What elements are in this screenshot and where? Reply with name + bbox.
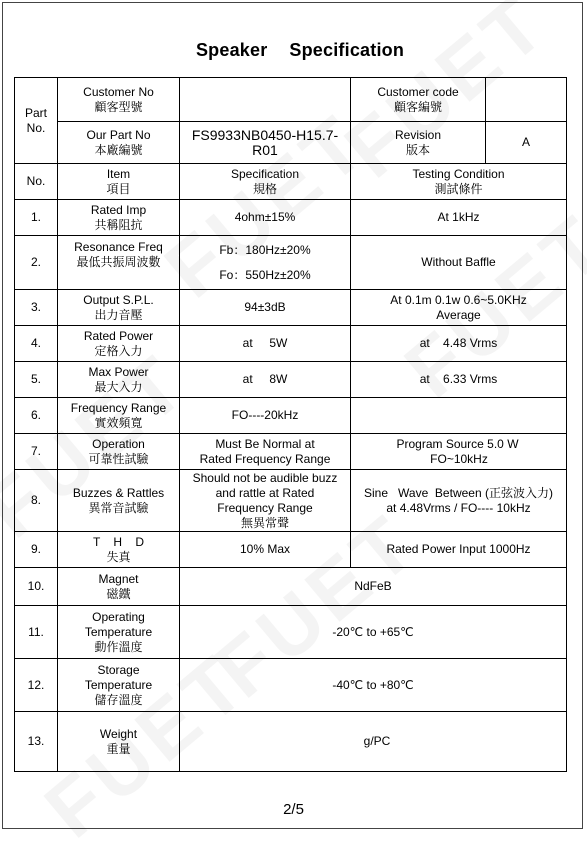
- row-condition: [351, 398, 567, 434]
- row-condition: at 6.33 Vrms: [351, 362, 567, 398]
- title-left: Speaker: [195, 40, 268, 60]
- row-value: -40℃ to +80℃: [180, 659, 567, 712]
- row-condition: Program Source 5.0 W FO~10kHz: [351, 434, 567, 470]
- col-spec: Specification 規格: [180, 164, 351, 200]
- row-spec: FO----20kHz: [180, 398, 351, 434]
- part-no-label: Part No.: [15, 78, 58, 164]
- row-item: Buzzes & Rattles 異常音試驗: [58, 470, 180, 532]
- row-no: 9.: [15, 532, 58, 568]
- row-no: 5.: [15, 362, 58, 398]
- row-item: Magnet 磁鐵: [58, 568, 180, 606]
- row-spec: Must Be Normal at Rated Frequency Range: [180, 434, 351, 470]
- row-spec: at 8W: [180, 362, 351, 398]
- col-no: No.: [15, 164, 58, 200]
- row-value: g/PC: [180, 712, 567, 772]
- table-row: [15, 712, 567, 772]
- row-item: Rated Imp 共稱阻抗: [58, 200, 180, 236]
- table-row: [15, 200, 567, 236]
- row-spec: Fb：180Hz±20% Fo：550Hz±20%: [180, 236, 351, 290]
- row-condition: Rated Power Input 1000Hz: [351, 532, 567, 568]
- row-value: -20℃ to +65℃: [180, 606, 567, 659]
- row-spec: 4ohm±15%: [180, 200, 351, 236]
- table-row: [15, 532, 567, 568]
- table-row: [15, 568, 567, 606]
- table-row: [15, 659, 567, 712]
- row-spec: at 5W: [180, 326, 351, 362]
- row-no: 11.: [15, 606, 58, 659]
- row-no: 8.: [15, 470, 58, 532]
- revision-label: Revision 版本: [351, 122, 486, 164]
- title-right: Specification: [289, 40, 405, 60]
- row-no: 1.: [15, 200, 58, 236]
- row-item: Operation 可靠性試驗: [58, 434, 180, 470]
- row-condition: Without Baffle: [351, 236, 567, 290]
- row-condition: At 0.1m 0.1w 0.6~5.0KHz Average: [351, 290, 567, 326]
- row-item: Storage Temperature 儲存溫度: [58, 659, 180, 712]
- revision-value: A: [486, 122, 567, 164]
- row-item: Frequency Range 實效頻寬: [58, 398, 180, 434]
- row-no: 3.: [15, 290, 58, 326]
- our-part-no-label: Our Part No 本廠編號: [58, 122, 180, 164]
- table-row: [15, 236, 567, 290]
- table-row: [15, 398, 567, 434]
- table-row: [15, 326, 567, 362]
- table-row: [15, 362, 567, 398]
- row-no: 13.: [15, 712, 58, 772]
- row-spec: 10% Max: [180, 532, 351, 568]
- row-no: 7.: [15, 434, 58, 470]
- header-row-part: [15, 122, 567, 164]
- row-spec: Should not be audible buzz and rattle at Rated Frequency Range 無異常聲: [180, 470, 351, 532]
- row-value: NdFeB: [180, 568, 567, 606]
- row-item: Resonance Freq 最低共振周波數: [58, 236, 180, 290]
- document-title: [0, 40, 587, 61]
- header-row-customer: [15, 78, 567, 122]
- row-no: 4.: [15, 326, 58, 362]
- table-row: [15, 606, 567, 659]
- row-item: Rated Power 定格入力: [58, 326, 180, 362]
- row-condition: At 1kHz: [351, 200, 567, 236]
- row-no: 12.: [15, 659, 58, 712]
- table-row: [15, 470, 567, 532]
- row-item: Output S.P.L. 出力音壓: [58, 290, 180, 326]
- row-item: Weight 重量: [58, 712, 180, 772]
- row-condition: Sine Wave Between (正弦波入力) at 4.48Vrms / FO---- 10kHz: [351, 470, 567, 532]
- customer-no-value: [180, 78, 351, 122]
- row-spec: 94±3dB: [180, 290, 351, 326]
- row-item: Max Power 最大入力: [58, 362, 180, 398]
- row-item: Operating Temperature 動作溫度: [58, 606, 180, 659]
- col-condition: Testing Condition 測試條件: [351, 164, 567, 200]
- page-number: 2/5: [283, 801, 304, 818]
- customer-no-label: Customer No 顧客型號: [58, 78, 180, 122]
- column-header-row: [15, 164, 567, 200]
- customer-code-label: Customer code 顧客編號: [351, 78, 486, 122]
- col-item: Item 項目: [58, 164, 180, 200]
- table-row: [15, 434, 567, 470]
- spec-table: [14, 77, 567, 772]
- row-no: 2.: [15, 236, 58, 290]
- row-item: T H D 失真: [58, 532, 180, 568]
- row-no: 10.: [15, 568, 58, 606]
- our-part-no-value: FS9933NB0450-H15.7-R01: [180, 122, 351, 164]
- row-no: 6.: [15, 398, 58, 434]
- row-condition: at 4.48 Vrms: [351, 326, 567, 362]
- customer-code-value: [486, 78, 567, 122]
- table-row: [15, 290, 567, 326]
